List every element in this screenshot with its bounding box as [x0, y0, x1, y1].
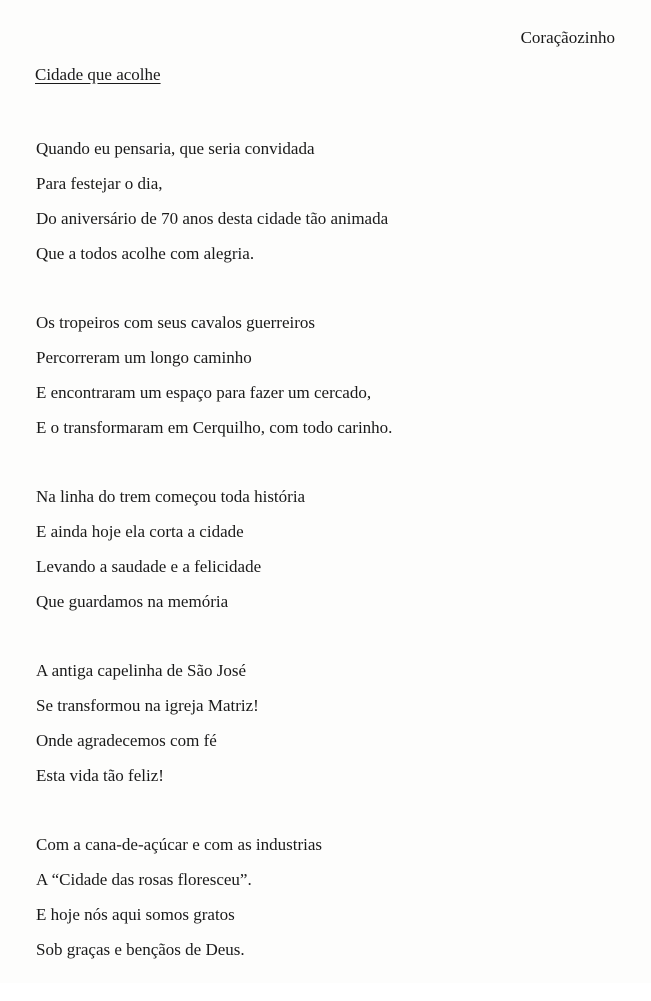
stanza-1 — [36, 131, 626, 271]
poem-line: Para festejar o dia, — [36, 174, 163, 193]
poem-line: Que a todos acolhe com alegria. — [36, 244, 255, 263]
poem-line: E encontraram um espaço para fazer um cercado, — [36, 383, 372, 402]
poem-line: Na linha do trem começou toda história — [36, 487, 306, 506]
poem-line: Onde agradecemos com fé — [36, 731, 217, 750]
poem-line: E hoje nós aqui somos gratos — [36, 905, 235, 924]
poem-line: Levando a saudade e a felicidade — [36, 557, 262, 576]
stanza-2 — [36, 305, 626, 445]
author-name: Coraçãozinho — [520, 28, 615, 47]
poem-title: Cidade que acolhe — [35, 65, 161, 84]
poem-line: Se transformou na igreja Matriz! — [36, 696, 259, 715]
poem-line: E ainda hoje ela corta a cidade — [36, 522, 244, 541]
stanza-4 — [36, 653, 626, 793]
poem-line: Os tropeiros com seus cavalos guerreiros — [36, 313, 316, 332]
poem-line: Sob graças e bençãos de Deus. — [36, 940, 245, 959]
poem-line: A antiga capelinha de São José — [36, 661, 247, 680]
poem-line: Quando eu pensaria, que seria convidada — [36, 139, 315, 158]
poem-line: Percorreram um longo caminho — [36, 348, 252, 367]
stanza-3 — [36, 479, 626, 619]
poem-line: A “Cidade das rosas floresceu”. — [36, 870, 252, 889]
poem-line: Esta vida tão feliz! — [36, 766, 164, 785]
poem-body — [36, 131, 626, 1001]
poem-line: Que guardamos na memória — [36, 592, 229, 611]
poem-line: E o transformaram em Cerquilho, com todo carinho. — [36, 418, 393, 437]
stanza-5 — [36, 827, 626, 967]
poem-line: Do aniversário de 70 anos desta cidade tão animada — [36, 209, 389, 228]
poem-line: Com a cana-de-açúcar e com as industrias — [36, 835, 323, 854]
